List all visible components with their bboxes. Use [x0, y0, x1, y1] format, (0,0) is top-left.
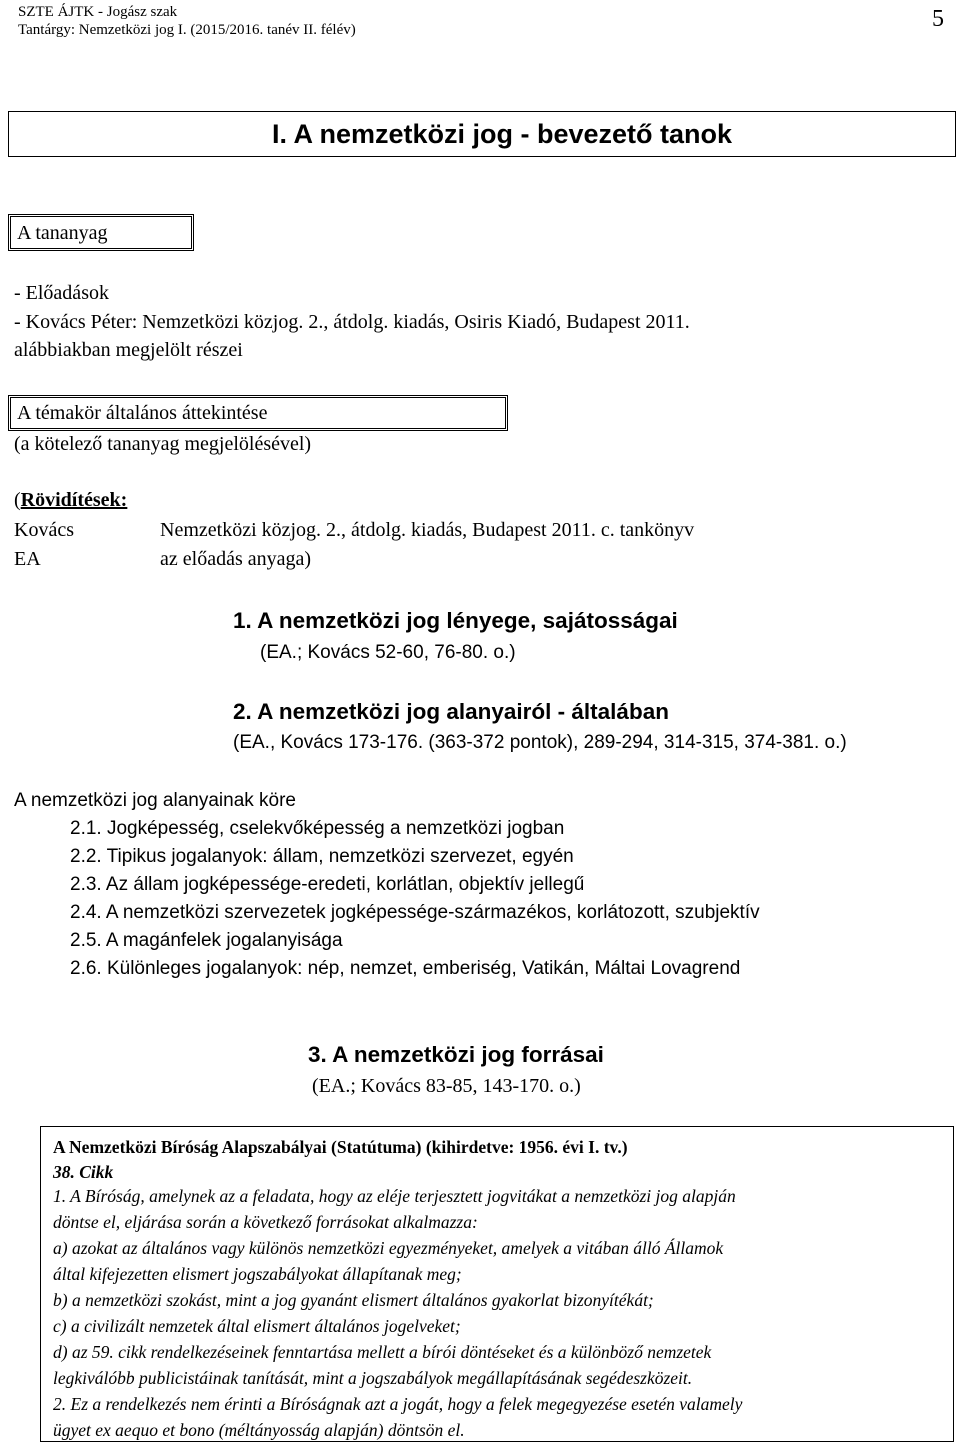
statute-title: A Nemzetközi Bíróság Alapszabályai (Statútuma) (kihirdetve: 1956. évi I. tv.) [53, 1137, 628, 1157]
abbreviations-label: Rövidítések: [20, 489, 128, 511]
statute-line: által kifejezetten elismert jogszabályokat állapítanak meg; [53, 1264, 462, 1284]
section-2-item: 2.5. A magánfelek jogalanyisága [70, 930, 343, 951]
statute-line: döntse el, eljárása során a következő forrásokat alkalmazza: [53, 1212, 478, 1232]
header-course: Tantárgy: Nemzetközi jog I. (2015/2016. tanév II. félév) [18, 22, 356, 38]
section-2-item: 2.6. Különleges jogalanyok: nép, nemzet, emberiség, Vatikán, Máltai Lovagrend [70, 958, 741, 979]
statute-line: 2. Ez a rendelkezés nem érinti a Bíróságnak azt a jogát, hogy a felek megegyezése esetén valamely [53, 1394, 743, 1414]
abbr-term: EA [14, 548, 41, 570]
statute-line: ügyet ex aequo et bono (méltányosság alapján) döntsön el. [53, 1420, 465, 1440]
statute-line: 1. A Bíróság, amelynek az a feladata, hogy az eléje terjesztett jogvitákat a nemzetközi jog alapján [53, 1186, 736, 1206]
section-3-title: 3. A nemzetközi jog forrásai [308, 1042, 604, 1067]
section-3-ref: (EA.; Kovács 83-85, 143-170. o.) [312, 1075, 581, 1097]
tananyag-heading-box [8, 214, 194, 251]
overview-subtitle: (a kötelező tananyag megjelölésével) [14, 433, 312, 455]
statute-box [40, 1126, 954, 1442]
overview-heading-box [8, 395, 508, 431]
tananyag-heading: A tananyag [17, 222, 108, 244]
statute-line: a) azokat az általános vagy különös nemzetközi egyezményeket, amelyek a vitában álló Államok [53, 1238, 724, 1258]
section-2-title: 2. A nemzetközi jog alanyairól - általában [233, 699, 669, 724]
statute-article: 38. Cikk [53, 1162, 114, 1182]
statute-line: legkiválóbb publicistáinak tanítását, mint a jogszabályok megállapításának segédeszközeit. [53, 1368, 693, 1388]
section-1-ref: (EA.; Kovács 52-60, 76-80. o.) [260, 642, 516, 663]
section-2-item: 2.4. A nemzetközi szervezetek jogképessége-származékos, korlátozott, szubjektív [70, 902, 760, 923]
abbr-description: Nemzetközi közjog. 2., átdolg. kiadás, Budapest 2011. c. tankönyv [160, 519, 695, 541]
abbr-description: az előadás anyaga) [160, 548, 312, 570]
abbreviations-heading [14, 489, 127, 512]
chapter-title: I. A nemzetközi jog - bevezető tanok [271, 119, 733, 149]
section-2-item: 2.2. Tipikus jogalanyok: állam, nemzetközi szervezet, egyén [70, 846, 574, 867]
page-number: 5 [932, 6, 944, 32]
section-2-item: 2.1. Jogképesség, cselekvőképesség a nemzetközi jogban [70, 818, 565, 839]
abbr-term: Kovács [14, 519, 74, 541]
overview-heading: A témakör általános áttekintése [17, 402, 268, 424]
section-1-title: 1. A nemzetközi jog lényege, sajátosságai [233, 608, 678, 633]
statute-line: b) a nemzetközi szokást, mint a jog gyanánt elismert általános gyakorlat bizonyítékát; [53, 1290, 654, 1310]
section-2-item: 2.3. Az állam jogképessége-eredeti, korlátlan, objektív jellegű [70, 874, 585, 895]
statute-line: c) a civilizált nemzetek által elismert általános jogelveket; [53, 1316, 461, 1336]
tananyag-line: alábbiakban megjelölt részei [14, 339, 243, 361]
header-school: SZTE ÁJTK - Jogász szak [18, 4, 178, 20]
chapter-title-box [8, 111, 956, 157]
abbreviations-open-paren: ( [14, 489, 21, 511]
tananyag-line: - Kovács Péter: Nemzetközi közjog. 2., átdolg. kiadás, Osiris Kiadó, Budapest 2011. [14, 311, 690, 333]
tananyag-line: - Előadások [14, 282, 109, 304]
section-2-ref: (EA., Kovács 173-176. (363-372 pontok), 289-294, 314-315, 374-381. o.) [233, 732, 847, 753]
section-2-subheading: A nemzetközi jog alanyainak köre [14, 790, 296, 811]
statute-line: d) az 59. cikk rendelkezéseinek fenntartása mellett a bírói döntéseket és a különböző nemzetek [53, 1342, 712, 1362]
